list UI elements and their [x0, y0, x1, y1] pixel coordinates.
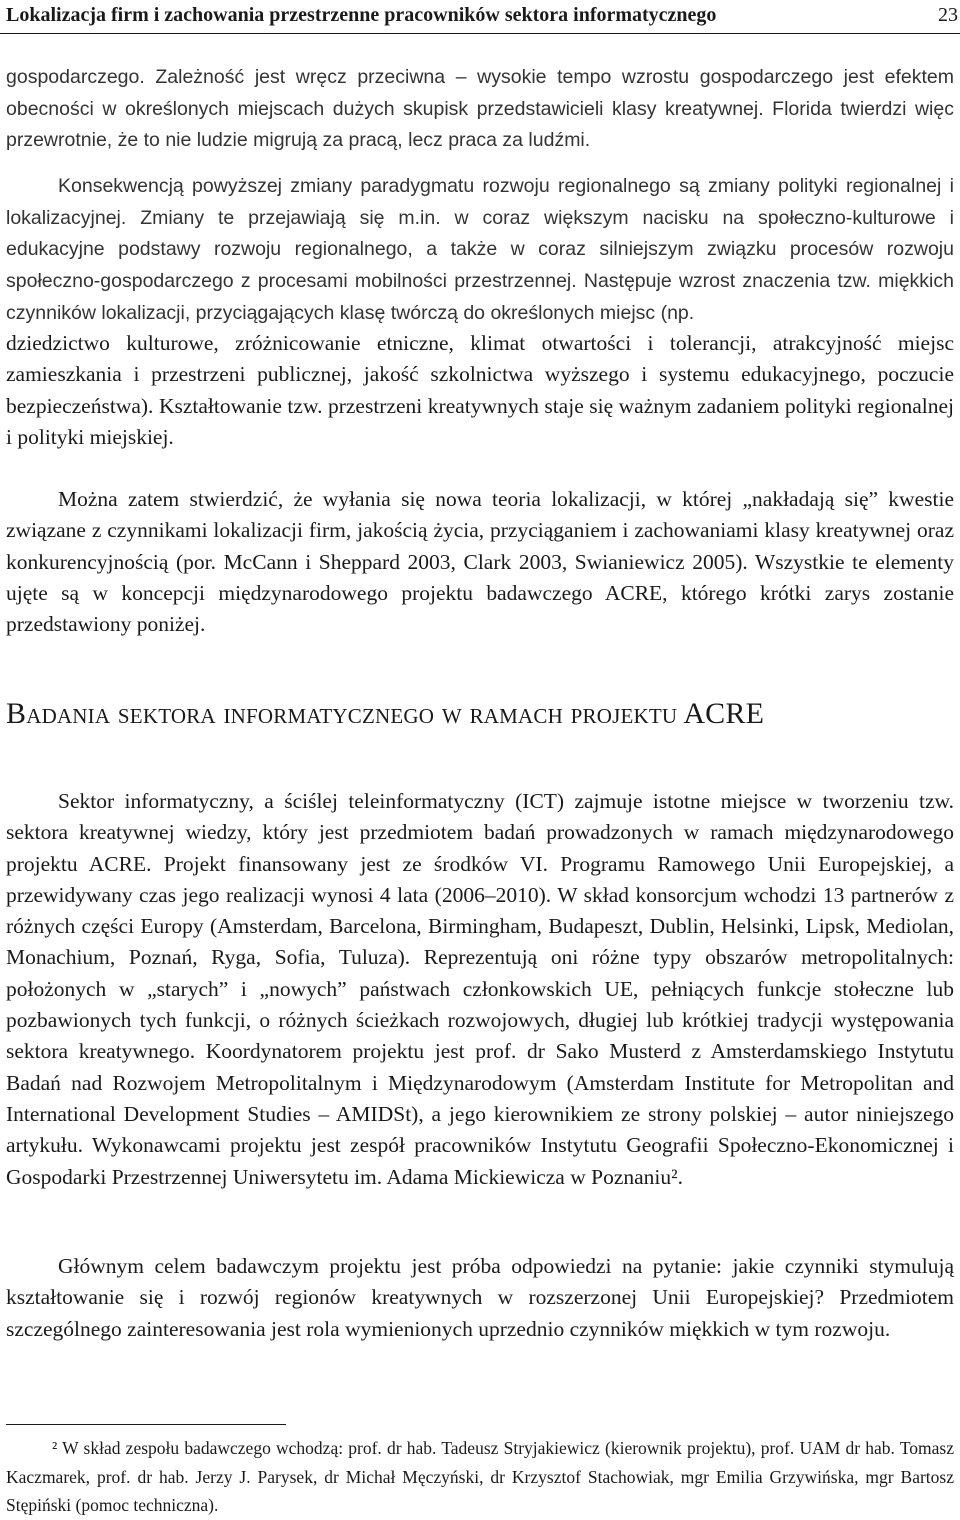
- footnote: ² W skład zespołu badawczego wchodzą: prof. dr hab. Tadeusz Stryjakiewicz (kierownik projektu), prof. UAM dr hab. Tomasz Kaczmarek, prof. dr hab. Jerzy J. Parysek, dr Michał Męczyński, dr Krzysztof Stachowiak, mgr Emilia Grzywińska, mgr Bartosz Stępiński (pomoc techniczna).: [6, 1438, 954, 1515]
- paragraph-policy-shift: Konsekwencją powyższej zmiany paradygmatu rozwoju regionalnego są zmiany polityki regionalnej i lokalizacyjnej. Zmiany te przejawiają się m.in. w coraz większym nacisku na społeczno-kulturowe i edukacyjne podstawy rozwoju regionalnego, a także w coraz silniejszym związku procesów rozwoju społeczno-gospodarczego z procesami mobilności przestrzennej. Następuje wzrost znaczenia tzw. miękkich czynników lokalizacji, przyciągających klasę twórczą do określonych miejsc (np.: [6, 175, 954, 324]
- paragraph-soft-factors-text: dziedzictwo kulturowe, zróżnicowanie etniczne, klimat otwartości i tolerancji, atrakcyjność miejsc zamieszkania i przestrzeni publicznej, jakość szkolnictwa wyższego i systemu edukacyjnego, poczucie bezpieczeństwa). Kształtowanie tzw. przestrzeni kreatywnych staje się ważnym zadaniem polityki regionalnej i polityki miejskiej.: [6, 331, 954, 449]
- paragraph-soft-factors: [6, 328, 954, 453]
- paragraph-florida: gospodarczego. Zależność jest wręcz przeciwna – wysokie tempo wzrostu gospodarczego jest efektem obecności w określonych miejscach dużych skupisk przedstawicieli klasy kreatywnej. Florida twierdzi więc przewrotnie, że to nie ludzie migrują za pracą, lecz praca za ludźmi.: [6, 66, 954, 152]
- running-header-title: Lokalizacja firm i zachowania przestrzenne pracowników sektora informatycznego: [6, 4, 717, 26]
- footnote-rule: [6, 1424, 286, 1425]
- running-header: [6, 0, 960, 30]
- paragraph-research-goal: Głównym celem badawczym projektu jest próba odpowiedzi na pytanie: jakie czynniki stymulują kształtowanie się i rozwój regionów kreatywnych w rozszerzonej Unii Europejskiej? Przedmiotem szczególnego zainteresowania jest rola wymienionych uprzednio czynników miękkich w tym rozwoju.: [6, 1254, 954, 1341]
- header-rule: [0, 33, 960, 34]
- paragraph-new-theory: Można zatem stwierdzić, że wyłania się nowa teoria lokalizacji, w której „nakładają się” kwestie związane z czynnikami lokalizacji firm, jakością życia, przyciąganiem i zachowaniami klasy kreatywnej oraz konkurencyjnością (por. McCann i Sheppard 2003, Clark 2003, Swianiewicz 2005). Wszystkie te elementy ujęte są w koncepcji międzynarodowego projektu badawczego ACRE, którego krótki zarys zostanie przedstawiony poniżej.: [6, 487, 954, 637]
- section-heading: Badania sektora informatycznego w ramach projektu ACRE: [6, 697, 765, 730]
- page-number: 23: [938, 4, 958, 26]
- paragraph-ict-sector: Sektor informatyczny, a ściślej teleinformatyczny (ICT) zajmuje istotne miejsce w tworzeniu tzw. sektora kreatywnej wiedzy, który jest przedmiotem badań prowadzonych w ramach międzynarodowego projektu ACRE. Projekt finansowany jest ze środków VI. Programu Ramowego Unii Europejskiej, a przewidywany czas jego realizacji wynosi 4 lata (2006–2010). W skład konsorcjum wchodzi 13 partnerów z różnych części Europy (Amsterdam, Barcelona, Birmingham, Budapeszt, Dublin, Helsinki, Lipsk, Mediolan, Monachium, Poznań, Ryga, Sofia, Tuluza). Reprezentują oni różne typy obszarów metropolitalnych: położonych w „starych” i „nowych” państwach członkowskich UE, pełniących funkcje stołeczne lub pozbawionych tych funkcji, o różnych ścieżkach rozwojowych, długiej lub krótkiej tradycji występowania sektora kreatywnego. Koordynatorem projektu jest prof. dr Sako Musterd z Amsterdamskiego Instytutu Badań nad Rozwojem Metropolitalnym i Międzynarodowym (Amsterdam Institute for Metropolitan and International Development Studies – AMIDSt), a jego kierownikiem ze strony polskiej – autor niniejszego artykułu. Wykonawcami projektu jest zespół pracowników Instytutu Geografii Społeczno-Ekonomicznej i Gospodarki Przestrzennej Uniwersytetu im. Adama Mickiewicza w Poznaniu².: [6, 789, 954, 1189]
